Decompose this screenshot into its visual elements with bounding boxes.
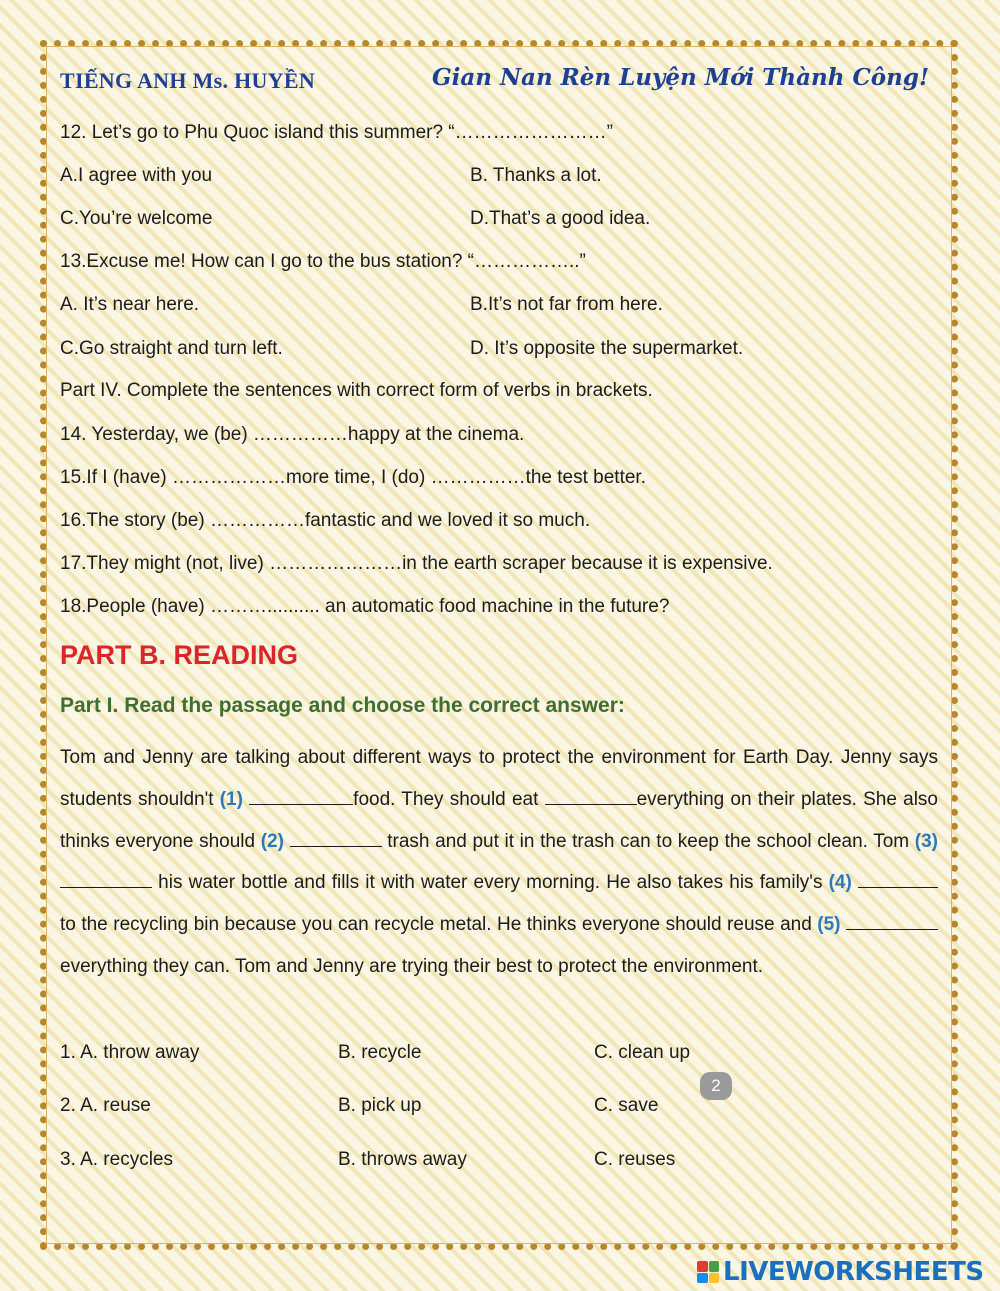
passage-text: Tom and Jenny are talking about different ways to protect the environment for Earth Day. Jenny says students shouldn't — [60, 747, 938, 810]
reading-passage — [60, 737, 938, 988]
blank-number-5: (5) — [817, 914, 841, 936]
question-14: 14. Yesterday, we (be) ……………happy at the cinema. — [60, 424, 525, 445]
option-3-a[interactable]: 3. A. recycles — [60, 1149, 173, 1170]
passage-text: his water bottle and fills it with water every morning. He also takes his family's — [152, 872, 829, 894]
passage-text: food. They should eat — [353, 788, 545, 810]
passage-text: to the recycling bin because you can recycle metal. He thinks everyone should reuse and — [60, 914, 818, 936]
option-2-b[interactable]: B. pick up — [338, 1095, 422, 1116]
blank-number-4: (4) — [828, 872, 852, 894]
option-1-c[interactable]: C. clean up — [594, 1042, 691, 1063]
blank-1[interactable] — [249, 786, 353, 805]
part-i-title: Part I. Read the passage and choose the correct answer: — [60, 694, 625, 717]
header-motto: Gian Nan Rèn Luyện Mới Thành Công! — [432, 64, 930, 91]
question-12-option-d: D.That’s a good idea. — [470, 208, 651, 229]
passage-text: trash and put it in the trash can to keep the school clean. Tom — [381, 830, 915, 852]
option-2-c[interactable]: C. save — [594, 1095, 659, 1116]
answer-count-badge[interactable]: 2 — [700, 1072, 732, 1100]
question-12-option-a: A.I agree with you — [60, 165, 213, 186]
part-b-title: PART B. READING — [60, 640, 299, 670]
option-1-b[interactable]: B. recycle — [338, 1042, 422, 1063]
question-13-option-b: B.It’s not far from here. — [470, 294, 663, 315]
liveworksheets-logo-icon — [697, 1261, 719, 1283]
option-3-c[interactable]: C. reuses — [594, 1149, 676, 1170]
blank-5[interactable] — [846, 911, 938, 930]
question-15: 15.If I (have) ………………more time, I (do) ……………the test better. — [60, 467, 646, 488]
question-18: 18.People (have) ……….......... an automatic food machine in the future? — [60, 596, 670, 617]
question-13-option-d: D. It’s opposite the supermarket. — [470, 338, 744, 359]
question-12: 12. Let’s go to Phu Quoc island this summer? “……………………” — [60, 122, 613, 143]
blank-2[interactable] — [290, 828, 382, 847]
option-3-b[interactable]: B. throws away — [338, 1149, 467, 1170]
blank-number-2: (2) — [260, 830, 284, 852]
option-2-a[interactable]: 2. A. reuse — [60, 1095, 151, 1116]
option-1-a[interactable]: 1. A. throw away — [60, 1042, 200, 1063]
question-13-option-a: A. It’s near here. — [60, 294, 200, 315]
part-iv-instruction: Part IV. Complete the sentences with correct form of verbs in brackets. — [60, 380, 653, 401]
question-12-option-c: C.You’re welcome — [60, 208, 213, 229]
blank-4[interactable] — [858, 869, 938, 888]
blank-number-1: (1) — [219, 788, 243, 810]
liveworksheets-brand: LIVEWORKSHEETS — [723, 1257, 984, 1287]
header-teacher-name: TIẾNG ANH Ms. HUYỀN — [60, 68, 316, 93]
blank-3[interactable] — [60, 869, 152, 888]
question-12-option-b: B. Thanks a lot. — [470, 165, 602, 186]
question-13-option-c: C.Go straight and turn left. — [60, 338, 283, 359]
question-13: 13.Excuse me! How can I go to the bus station? “……………..” — [60, 251, 586, 272]
blank-number-3: (3) — [914, 830, 939, 852]
passage-text: everything on their plates. She also thinks everyone should — [60, 788, 939, 852]
liveworksheets-logo — [697, 1258, 984, 1286]
question-16: 16.The story (be) ……………fantastic and we loved it so much. — [60, 510, 591, 531]
passage-text: everything they can. Tom and Jenny are trying their best to protect the environment. — [60, 955, 764, 977]
blank-eat[interactable] — [545, 786, 637, 805]
question-17: 17.They might (not, live) …………………in the earth scraper because it is expensive. — [60, 553, 773, 574]
